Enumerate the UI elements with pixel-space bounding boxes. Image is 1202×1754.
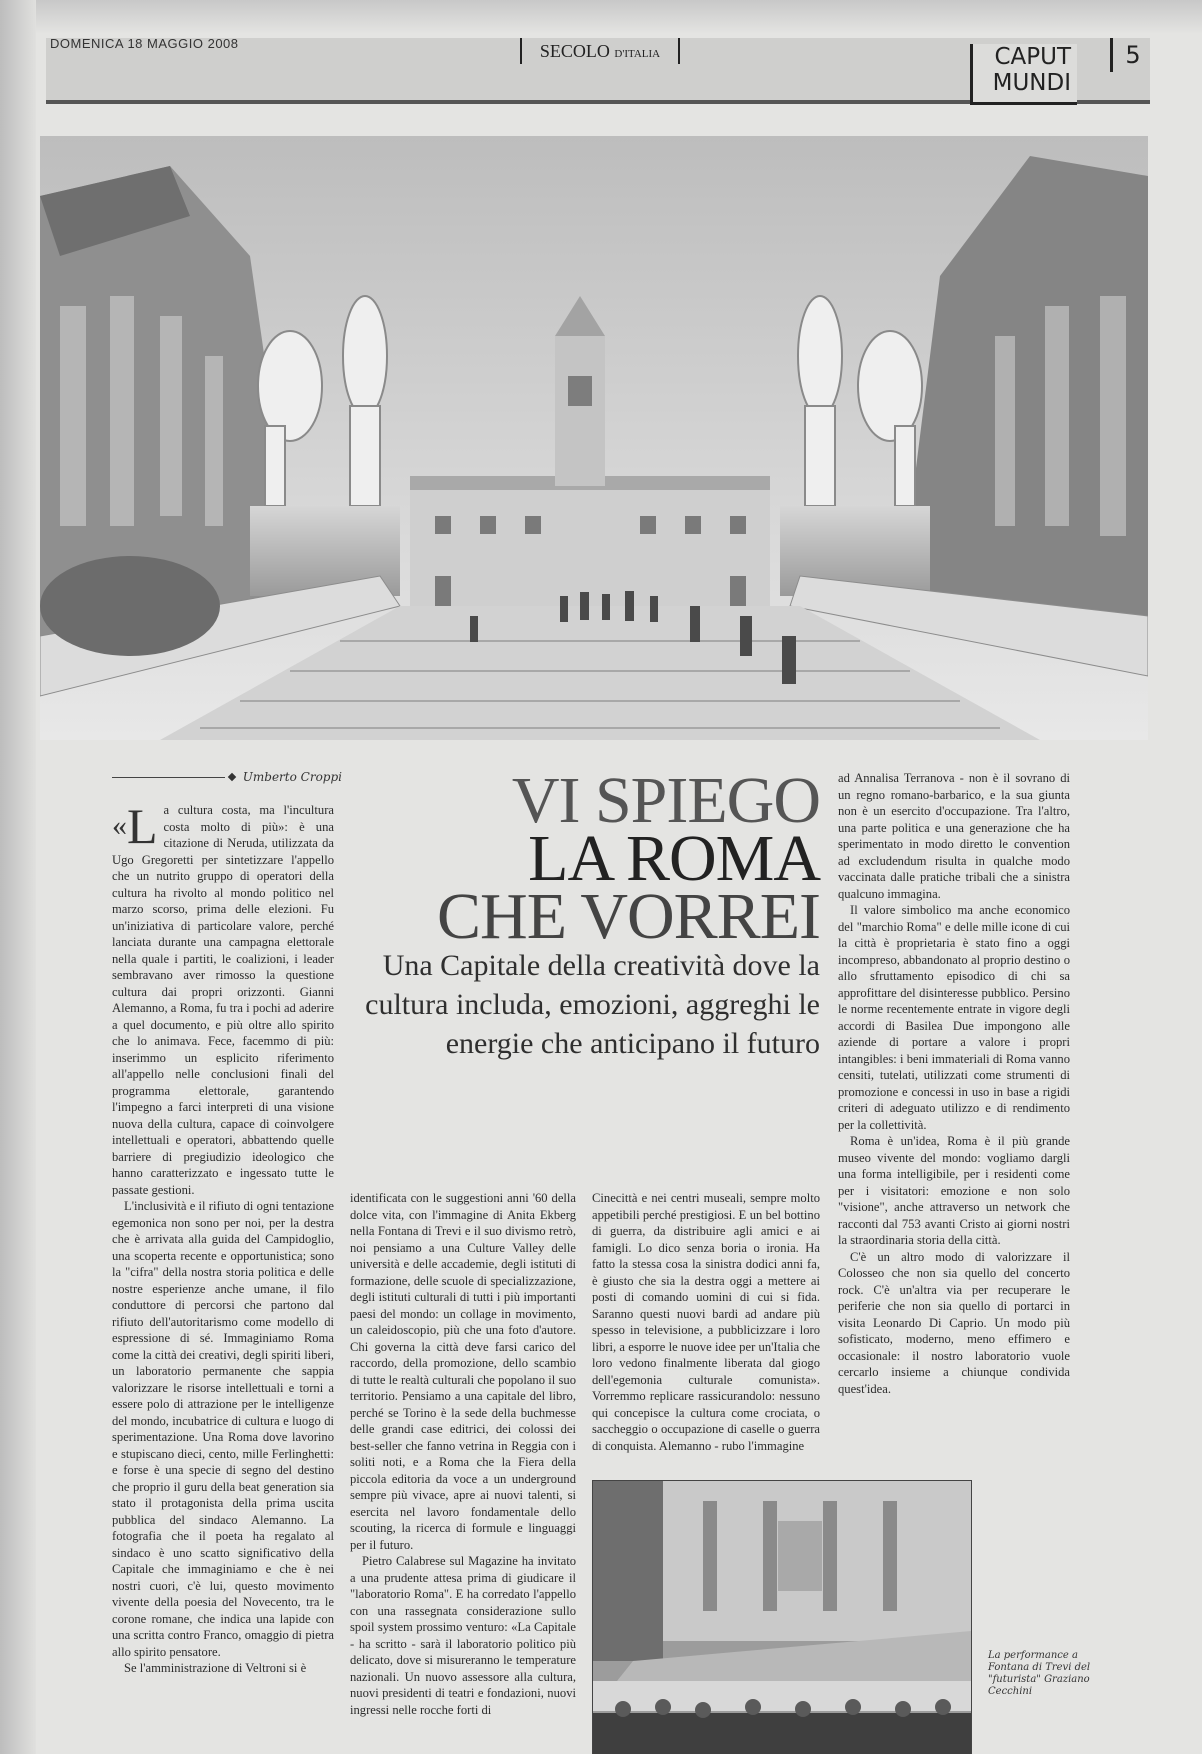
article-column-3 xyxy=(592,1190,820,1454)
article-column-4 xyxy=(838,770,1070,1397)
paragraph: Se l'amministrazione di Veltroni si è xyxy=(124,1661,307,1675)
campidoglio-photo xyxy=(40,136,1148,740)
page-edge-top xyxy=(0,0,1202,34)
headline-line-3: CHE VORREI xyxy=(437,880,820,953)
masthead-title: SECOLO xyxy=(539,41,610,61)
paragraph: L'inclusività e il rifiuto di ogni tentazione egemonica non sono per noi, per la destra che è arrivata alla guida del Campidoglio, una scoperta recente e opportunistica; sono la "cifra" della nostra storia politica e delle nostre esperienze anche umane, il filo conduttore di percorsi che partono dal rifiuto dell'autoritarismo come modello di espressione di sé. Immaginiamo Roma come la città dei creativi, degli spiriti liberi, un laboratorio permanente che sappia valorizzare le risorse intellettuali e torni a essere polo di attrazione per le intelligenze del mondo, incubatrice di cultura e luogo di sperimentazione. Una Roma dove lavorino e stupiscano dieci, cento, mille Ferlinghetti: e forse è una specie di segno del destino che proprio il guru della beat generation sia stato il protagonista della prima uscita pubblica del sindaco Alemanno. La fotografia che il poeta ha regalato al sindaco è uno scatto significativo della Capitale che immaginiamo e che è nei nostri cuori, c'è lui, questo movimento vivente della poesia del Novecento, tra le corone romane, che indica una lapide con una scritta contro Franco, omaggio di pietra allo spirito pensatore. xyxy=(112,1199,334,1659)
section-label-line2: MUNDI xyxy=(992,70,1071,96)
masthead-subtitle: D'ITALIA xyxy=(614,48,661,60)
byline-diamond-icon xyxy=(228,773,236,781)
paragraph: Cinecittà e nei centri museali, sempre molto appetibili perché prestigiosi. E un bel bottino di guerra, da distribuire agli amici e ai famigli. Lo dico senza boria o ironia. Ha fatto la stessa cosa la sinistra dodici anni fa, è giusto che sia la destra oggi a mettere ai posti di comando uomini di cui si fida. Saranno questi nuovi bardi ad andare più spesso in televisione, a pubblicizzare i loro libri, a esporre le nuove idee per un'Italia che loro vedono finalmente liberata dal giogo dell'egemonia culturale comunista». Vorremmo replicare rassicurandolo: nessuno qui concepisce la cultura come crociata, o saccheggio o occupazione di caselle o guerra di conquista. Alemanno - rubo l'immagine xyxy=(592,1191,820,1453)
article-headline xyxy=(368,764,820,953)
dropcap-letter: L xyxy=(127,798,158,854)
byline xyxy=(112,770,342,784)
paragraph: Pietro Calabrese sul Magazine ha invitato a una prudente attesa prima di giudicare il "laboratorio Roma". E ha corredato l'appello con una rassegnata considerazione sullo spoil system prossimo venturo: «La Capitale - ha scritto - sarà il laboratorio politico più delicato, dove si misureranno le temperature nazionali. Un nuovo assessore alla cultura, nuovi presidenti di teatri e fondazioni, nuovi ingressi nelle rocche forti di xyxy=(350,1554,576,1717)
section-label xyxy=(970,44,1077,105)
paragraph: ad Annalisa Terranova - non è il sovrano di un regno romano-barbarico, e la sua giunta non è un esercito d'occupazione. Tra l'altro, una parte politica e una generazione che ha sperimentato in modo diretto le convention ad excludendum risulta in qualche modo vaccinata dalle pratiche tribali che a sinistra qualcuno immagina. xyxy=(838,771,1070,901)
masthead xyxy=(520,38,680,64)
article-subhead: Una Capitale della creatività dove la cultura includa, emozioni, aggreghi le energie che anticipano il futuro xyxy=(365,949,820,1060)
paragraph: C'è un altro modo di valorizzare il Colosseo che non sia quello del concerto rock. C'è un'altra via per recuperare le periferie che non sia quello di portarci in visita Leonardo Di Caprio. Un modo più sofisticato, moderno, meno effimero e occasionale: il nostro laboratorio vuole cercarlo insieme a chiunque condivida quest'idea. xyxy=(838,1249,1070,1396)
headline-line-2: LA ROMA xyxy=(528,822,820,895)
byline-author: Umberto Croppi xyxy=(242,770,342,784)
trevi-fountain-photo xyxy=(592,1480,972,1754)
photo-caption: La performance a Fontana di Trevi del "futurista" Graziano Cecchini xyxy=(988,1650,1091,1697)
paragraph: Roma è un'idea, Roma è il più grande museo vivente del mondo: vogliamo dargli una forma intelligibile, per i residenti come per i visitatori: emozione e non solo "visione", anche attraverso un network che racconti dal 753 avanti Cristo ai giorni nostri la straordinaria storia della città. xyxy=(838,1134,1070,1247)
paragraph: Il valore simbolico ma anche economico del "marchio Roma" e delle mille icone di cui la città è proprietaria è stato fino a oggi incompreso, abbandonato al proprio destino o allo sfruttamento episodico di chi sa approfittare del disinteresse pubblico. Persino le norme recentemente entrate in vigore degli accordi di Basilea Due impongono alle aziende di portare a valore i propri intangibles: i beni immateriali di Roma vanno censiti, tutelati, utilizzati come strumenti di promozione e concessi in uso in base a rigidi criteri di adeguato utilizzo e di rendimento per la collettività. xyxy=(838,903,1070,1132)
dropcap-quote-icon: « xyxy=(112,809,127,842)
paragraph xyxy=(112,798,334,1198)
page-edge-left xyxy=(0,0,36,1754)
article-column-2 xyxy=(350,1190,576,1718)
headline-line-1: VI SPIEGO xyxy=(511,764,820,837)
page-number: 5 xyxy=(1110,38,1153,72)
dropcap xyxy=(112,798,158,854)
issue-date: DOMENICA 18 MAGGIO 2008 xyxy=(50,36,239,51)
article-column-1 xyxy=(112,798,334,1677)
section-label-line1: CAPUT xyxy=(994,44,1071,70)
paragraph: identificata con le suggestioni anni '60 della dolce vita, con l'immagine di Anita Ekberg nella Fontana di Trevi e il suo divismo retrò, noi pensiamo a una Culture Valley delle università e delle accademie, degli istituti di formazione, delle scuole di specializzazione, degli istituti culturali di tutti i più importanti paesi del mondo: un collage in movimento, un caleidoscopio, più che una foto d'autore. Chi governa la città deve farsi carico del raccordo, della promozione, dello scambio di tutte le realtà culturali che popolano il suo territorio. Pensiamo a una capitale del libro, perché se Torino è la sede della buchmesse delle grandi case editrici, dei colossi dei best-seller che fanno vetrina in Reggia con i soliti noti, e a Roma che la Fiera della piccola editoria da voce a un underground sempre più vivace, apre ai nuovi talenti, si esercita nel lavoro fondamentale dello scouting, la ricerca di formule e linguaggi per il futuro. xyxy=(350,1191,576,1552)
paragraph-text: a cultura costa, ma l'incultura costa molto di più»: è una citazione di Neruda, utilizzata da Ugo Gregoretti per sintetizzare l'appello che un nutrito gruppo di operatori della cultura ha rivolto al mondo politico nel marzo scorso, prima delle elezioni. Fu un'iniziativa di particolare valore, perché lanciata durante una campagna elettorale nella quale i partiti, le coalizioni, i leader sembravano aver rimosso la questione cultura dai propri orizzonti. Gianni Alemanno, a Roma, fu tra i pochi ad aderire a quel documento, e più oltre allo spirito che lo animava. Fece, facemmo di più: inserimmo un esplicito riferimento all'appello nelle conclusioni finali del programma elettorale, garantendo l'impegno a farci interpreti di una visione nuova della cultura, capace di coinvolgere intellettuali e operatori, abbattendo quelle barriere di pregiudizio ideologico che hanno caratterizzato e ingessato tutte le passate gestioni. xyxy=(112,803,334,1197)
byline-rule xyxy=(112,777,225,778)
